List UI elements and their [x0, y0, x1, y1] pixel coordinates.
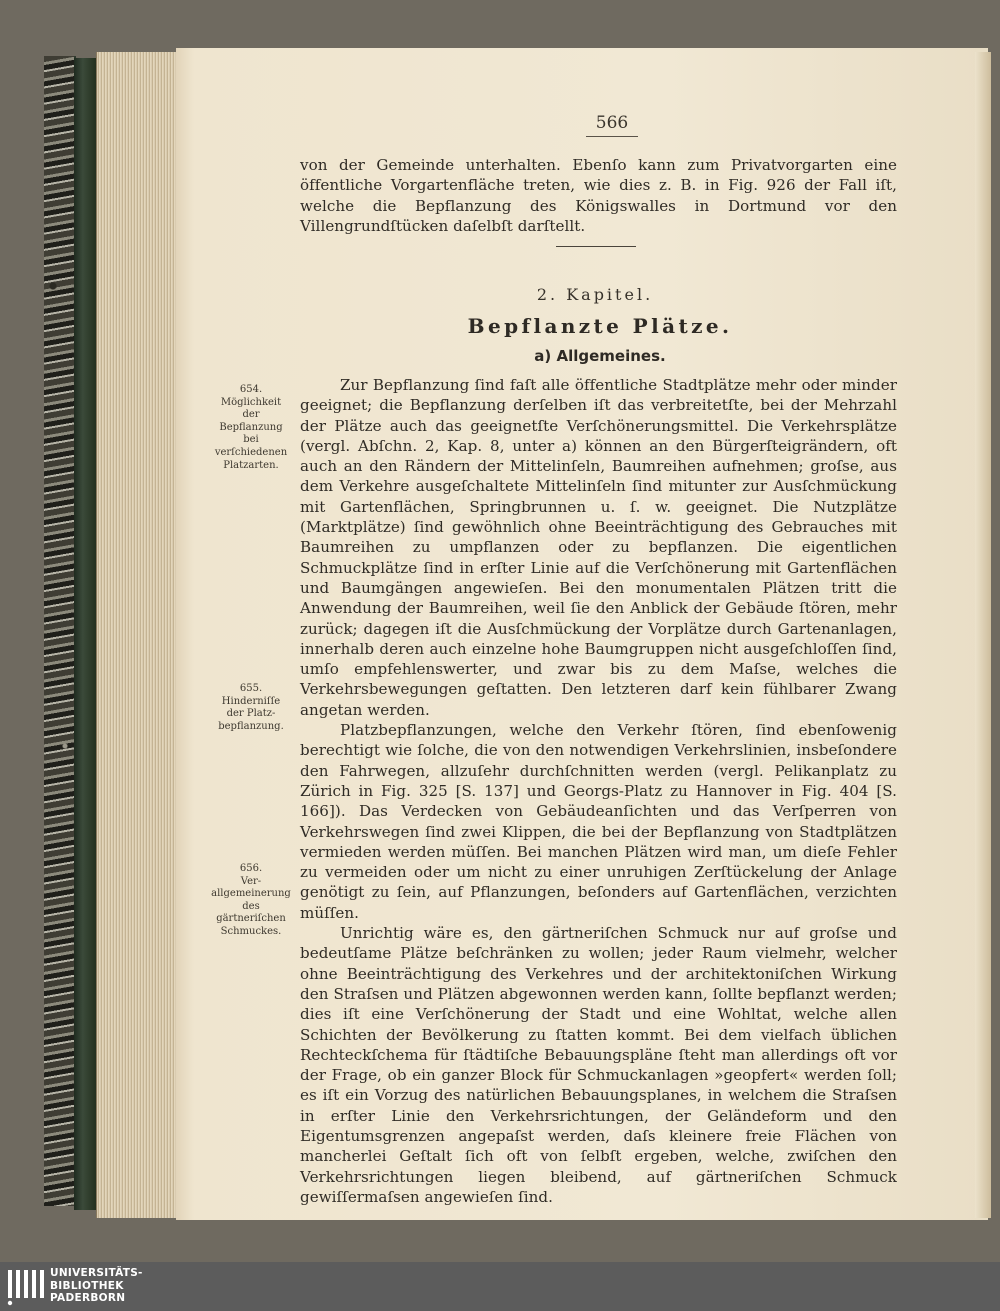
paragraph-654: Zur Bepflanzung ſind faſt alle öffentliche Stadtplätze mehr oder minder geeignet; die Bepflanzung derſelben iſt das verbreitetſte, bei der Mehrzahl der Plätze auch das geeignetſte Verſchönerungsmittel. Die Verkehrsplätze (vergl. Abſchn. 2, Kap. 8, unter a) können an den Bürgerſteigrändern, oft auch an den Rändern der Mittelinſeln, Baumreihen aufnehmen; groſse, aus dem Verkehre ausgeſchaltete Mittelinſeln ſind mitunter zur Ausſchmückung mit Gartenflächen, Springbrunnen u. ſ. w. geeignet. Die Nutzplätze (Marktplätze) ſind gewöhnlich ohne Beeinträchtigung des Gebrauches mit Baumreihen zu umpflanzen oder zu bepflanzen. Die eigentlichen Schmuckplätze ſind in erſter Linie auf die Verſchönerung mit Gartenflächen und Baumgängen angewieſen. Bei den monumentalen Plätzen tritt die Anwendung der Baumreihen, weil ſie den Anblick der Gebäude ſtören, mehr zurück; dagegen iſt die Ausſchmückung der Vorplätze durch Gartenanlagen, innerhalb deren auch einzelne hohe Baumgruppen nicht ausgeſchloſſen ſind, umſo empfehlenswerter, und zwar bis zu dem Maſse, welches die Verkehrsbewegungen geſtatten. Den letzteren darf kein fühlbarer Zwang angetan werden. — [300, 376, 897, 719]
margin-note-656 — [205, 863, 297, 939]
paragraph-656: Unrichtig wäre es, den gärtneriſchen Schmuck nur auf groſse und bedeutſame Plätze beſchränken zu wollen; jeder Raum vielmehr, welcher ohne Beeinträchtigung des Verkehres und der architektoniſchen Wirkung den Straſsen und Plätzen abgewonnen werden kann, ſollte bepflanzt werden; dies iſt eine Verſchönerung der Stadt und eine Wohltat, welche allen Schichten der Bevölkerung zu ſtatten kommt. Bei dem vielfach üblichen Rechteckſchema für ſtädtiſche Bebauungspläne ſteht man allerdings oft vor der Frage, ob ein ganzer Block für Schmuckanlagen »geopfert« werden ſoll; es iſt ein Vorzug des natürlichen Bebauungsplanes, in welchem die Straſsen in erſter Linie den Verkehrsrichtungen, der Geländeform und den Eigentumsgrenzen angepaſst werden, daſs kleinere freie Flächen von mancherlei Geſtalt ſich oft von ſelbſt ergeben, welche, zwiſchen den Verkehrsrichtungen liegen bleibend, auf gärtneriſchen Schmuck gewiſſermaſsen angewieſen ſind. — [300, 924, 897, 1206]
margin-note-line: 654. — [239, 384, 263, 395]
page-number: 566 — [586, 113, 638, 137]
margin-note-line: gärtneriſchen — [216, 913, 286, 925]
margin-note-655 — [205, 683, 297, 733]
margin-note-line: Ver- — [240, 875, 262, 887]
margin-note-line: Möglichkeit — [220, 396, 282, 408]
chapter-title: Bepflanzte Plätze. — [467, 314, 733, 338]
margin-note-line: bei — [243, 434, 259, 446]
intro-paragraph: von der Gemeinde unterhalten. Ebenſo kann zum Privatvorgarten eine öffentliche Vorgartenfläche treten, wie dies z. B. in Fig. 926 der Fall iſt, welche die Bepflanzung des Königswalles in Dortmund vor den Villengrundſtücken daſelbſt darſtellt. — [300, 156, 897, 235]
margin-note-line: der — [242, 409, 260, 421]
margin-note-line: Hinderniſſe — [221, 695, 281, 707]
margin-note-line: Bepflanzung — [219, 421, 283, 433]
section-separator — [556, 246, 636, 247]
paragraph-655: Platzbepflanzungen, welche den Verkehr ſtören, ſind ebenſowenig berechtigt wie ſolche, die von den notwendigen Verkehrslinien, insbeſondere den Fahrwegen, allzuſehr durchſchnitten werden (vergl. Pelikanplatz zu Zürich in Fig. 325 [S. 137] und Georgs-Platz zu Hannover in Fig. 404 [S. 166]). Das Verdecken von Gebäudeanſichten und das Verſperren von Verkehrswegen ſind zwei Klippen, die bei der Bepflanzung von Stadtplätzen vermieden werden müſſen. Bei manchen Plätzen wird man, um dieſe Fehler zu vermeiden oder um nicht zu einer unruhigen Zerſtückelung der Anlage genötigt zu ſein, auf Pflanzungen, beſonders auf Gartenflächen, verzichten müſſen. — [300, 721, 897, 922]
margin-note-line: bepflanzung. — [218, 720, 284, 732]
margin-note-654 — [205, 384, 297, 472]
section-title: a) Allgemeines. — [534, 347, 666, 365]
margin-note-line: allgemeinerung — [211, 888, 291, 900]
body-text-block — [300, 375, 897, 1207]
margin-note-line: des — [242, 900, 260, 912]
page-gutter-shadow — [975, 52, 991, 1218]
margin-note-line: Platzarten. — [223, 459, 279, 471]
book-cover-edge — [74, 58, 96, 1210]
library-logo-icon — [6, 1266, 46, 1308]
library-footer-bar — [0, 1262, 1000, 1311]
chapter-label: 2. Kapitel. — [536, 285, 654, 304]
library-name-line: BIBLIOTHEK — [50, 1279, 124, 1292]
margin-note-line: der Platz- — [226, 708, 276, 720]
page-edges — [96, 52, 179, 1218]
intro-paragraph-block — [300, 155, 897, 236]
margin-note-line: Schmuckes. — [220, 925, 282, 937]
library-name — [50, 1267, 143, 1305]
library-name-line: PADERBORN — [50, 1292, 126, 1304]
margin-note-line: 655. — [239, 683, 263, 694]
margin-note-line: verſchiedenen — [214, 446, 288, 458]
library-name-line: UNIVERSITÄTS- — [50, 1267, 143, 1279]
margin-note-line: 656. — [239, 863, 263, 874]
book-cover — [44, 56, 76, 1206]
